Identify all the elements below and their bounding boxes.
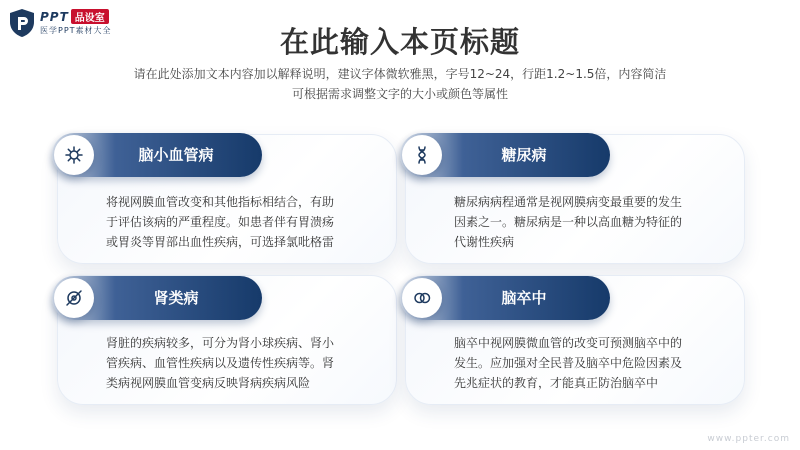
page-title: 在此输入本页标题 <box>279 25 520 59</box>
virus-icon-badge <box>54 135 94 175</box>
cell-icon-badge <box>54 278 94 318</box>
logo-tag: 品设室 <box>71 9 109 24</box>
card-label: 脑小血管病 <box>138 146 214 164</box>
card-text <box>106 333 388 393</box>
card-text <box>454 192 736 252</box>
card-label: 脑卒中 <box>501 289 547 307</box>
virus-icon <box>64 145 84 165</box>
card-line: 肾脏的疾病较多，可分为肾小球疾病、肾小 <box>106 336 335 350</box>
card-line: 发生。应加强对全民普及脑卒中危险因素及 <box>454 356 683 370</box>
card-line: 糖尿病病程通常是视网膜病变最重要的发生 <box>454 195 683 209</box>
card-line: 将视网膜血管改变和其他指标相结合，有助 <box>106 195 335 209</box>
blood-cells-icon-badge <box>402 278 442 318</box>
cell-icon <box>64 288 84 308</box>
dna-icon-badge <box>402 135 442 175</box>
logo-brand-text: PPT <box>40 10 69 24</box>
watermark: www.ppter.com <box>707 434 790 444</box>
card-text <box>106 192 388 252</box>
card-line: 类病视网膜血管变病反映肾病疾病风险 <box>106 376 311 390</box>
card-line: 管疾病、血管性疾病以及遗传性疾病等。肾 <box>106 356 335 370</box>
card-line: 代谢性疾病 <box>454 235 515 249</box>
card-label: 糖尿病 <box>501 146 547 164</box>
dna-icon <box>412 145 432 165</box>
card-line: 于评估该病的严重程度。如患者伴有胃溃疡 <box>106 215 335 229</box>
card-line: 脑卒中视网膜微血管的改变可预测脑卒中的 <box>454 336 683 350</box>
blood-cells-icon <box>412 288 432 308</box>
card-line: 或胃炎等胃部出血性疾病，可选择氯吡格雷 <box>106 235 335 249</box>
page-subtitle <box>100 64 700 104</box>
card-label: 肾类病 <box>153 289 199 307</box>
subtitle-line-2: 可根据需求调整文字的大小或颜色等属性 <box>291 87 508 101</box>
card-line: 因素之一。糖尿病是一种以高血糖为特征的 <box>454 215 683 229</box>
card-text <box>454 333 736 393</box>
card-line: 先兆症状的教育，才能真正防治脑卒中 <box>454 376 659 390</box>
logo-subtitle: 医学PPT素材大全 <box>40 26 112 35</box>
subtitle-line-1: 请在此处添加文本内容加以解释说明，建议字体微软雅黑，字号12~24，行距1.2~1.5倍，内容简洁 <box>133 67 667 81</box>
